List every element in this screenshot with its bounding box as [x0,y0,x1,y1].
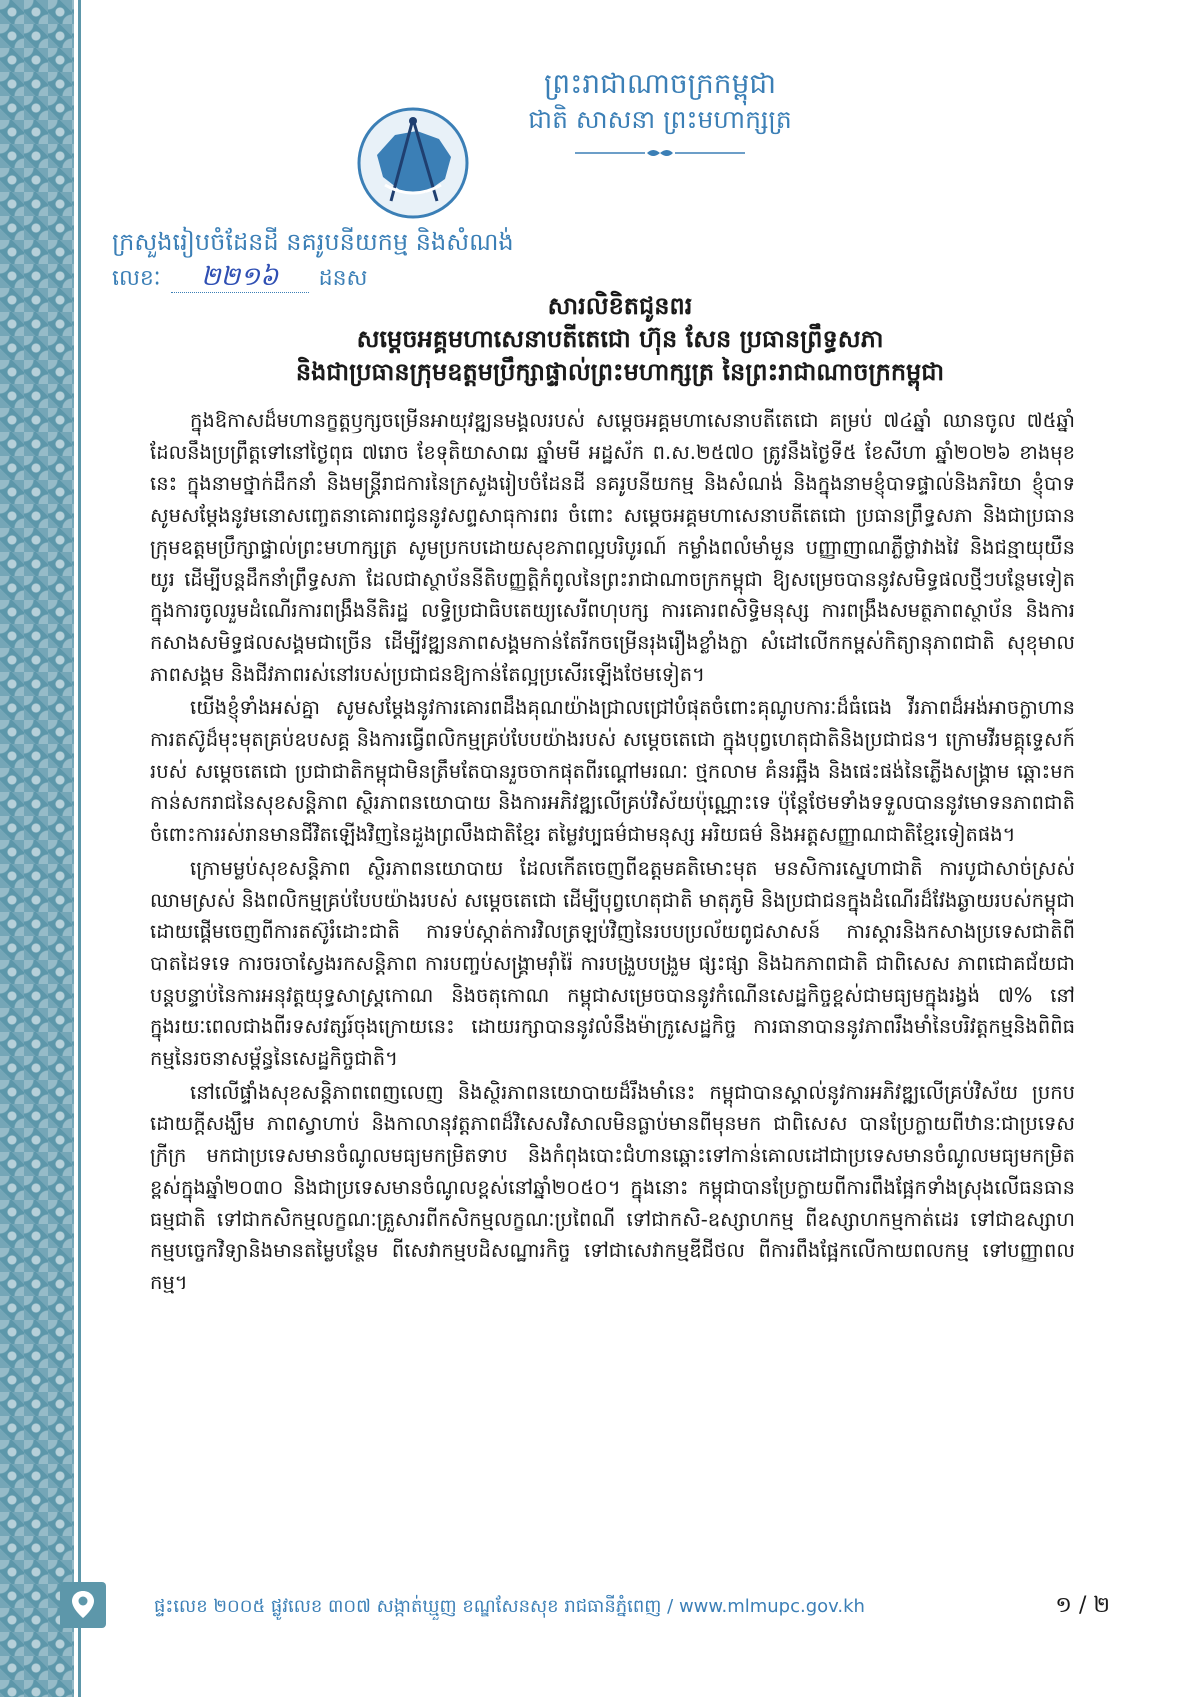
footer-address: ផ្ទះលេខ ២០០៥ ផ្លូវលេខ ៣០៧ សង្កាត់ឃ្មួញ ខណ្ឌសែនសុខ រាជធានីភ្នំពេញ / www.mlmupc.gov.kh [154,1596,865,1617]
kingdom-motto [450,65,870,159]
kingdom-name: ព្រះរាជាណាចក្រកម្ពុជា [543,67,776,100]
ministry-name: ក្រសួងរៀបចំដែនដី នគរូបនីយកម្ម និងសំណង់ [112,228,514,256]
reference-suffix: ដនស [318,266,368,291]
paragraph-2: យើងខ្ញុំទាំងអស់គ្នា សូមសម្តែងនូវការគោរពដឹងគុណយ៉ាងជ្រាលជ្រៅបំផុតចំពោះគុណូបការៈដ៏ធំធេង វីរភាពដ៏អង់អាចក្លាហាន ការតស៊ូដ៏មុះមុតគ្រប់ឧបសគ្គ និងការធ្វើពលិកម្មគ្រប់បែបយ៉ាងរបស់ សម្តេចតេជោ ក្នុងបុព្វហេតុជាតិនិងប្រជាជន។ ក្រោមវីរមគ្គុទ្ទេសក៍របស់ សម្តេចតេជោ ប្រជាជាតិកម្ពុជាមិនត្រឹមតែបានរួចចាកផុតពីរណ្តៅមរណៈ ថ្មកលាម គំនរឆ្អឹង និងផេះផង់នៃភ្លើងសង្គ្រាម ឆ្ពោះមកកាន់សករាជនៃសុខសន្តិភាព ស្ថិរភាពនយោបាយ និងការអភិវឌ្ឍលើគ្រប់វិស័យប៉ុណ្ណោះទេ ប៉ុន្តែថែមទាំងទទួលបាននូវមោទនភាពជាតិចំពោះការរស់រានមានជីវិតឡើងវិញនៃដួងព្រលឹងជាតិខ្មែរ តម្លៃវប្បធម៌ជាមនុស្ស អរិយធម៌ និងអត្តសញ្ញាណជាតិខ្មែរទៀតផង។ [150,696,1075,847]
title-line-2: សម្តេចអគ្គមហាសេនាបតីតេជោ ហ៊ុន សែន ប្រធានព្រឹទ្ធសភា [356,325,884,353]
map-pin-icon [60,1582,106,1628]
paragraph-4: នៅលើផ្ទាំងសុខសន្តិភាពពេញលេញ និងស្ថិរភាពនយោបាយដ៏រឹងមាំនេះ កម្ពុជាបានស្គាល់នូវការអភិវឌ្ឍលើគ្រប់វិស័យ ប្រកបដោយក្តីសង្ឃឹម ភាពស្វាហាប់ និងកាលានុវត្តភាពដ៏វិសេសវិសាលមិនធ្លាប់មានពីមុនមក ជាពិសេស បានប្រែក្លាយពីឋានៈជាប្រទេសក្រីក្រ មកជាប្រទេសមានចំណូលមធ្យមកម្រិតទាប និងកំពុងបោះជំហានឆ្ពោះទៅកាន់គោលដៅជាប្រទេសមានចំណូលមធ្យមកម្រិតខ្ពស់ក្នុងឆ្នាំ២០៣០ និងជាប្រទេសមានចំណូលខ្ពស់នៅឆ្នាំ២០៥០។ ក្នុងនោះ កម្ពុជាបានប្រែក្លាយពីការពឹងផ្អែកទាំងស្រុងលើធនធានធម្មជាតិ ទៅជាកសិកម្មលក្ខណៈគ្រួសារពីកសិកម្មលក្ខណៈប្រពៃណី ទៅជាកសិ-ឧស្សាហកម្ម ពីឧស្សាហកម្មកាត់ដេរ ទៅជាឧស្សាហកម្មបច្ចេកវិទ្យានិងមានតម្លៃបន្ថែម ពីសេវាកម្មបដិសណ្ឋារកិច្ច ទៅជាសេវាកម្មឌីជីថល ពីការពឹងផ្អែកលើកាយពលកម្ម ទៅបញ្ញាពលកម្ម។ [150,1080,1075,1294]
kingdom-slogan: ជាតិ សាសនា ព្រះមហាក្សត្រ [528,105,792,134]
ornament-divider-icon [575,147,745,159]
letterhead [90,60,1150,230]
title-line-1: សារលិខិតជូនពរ [547,292,693,320]
reference-value: ២២១៦ [171,262,309,293]
title-line-3: និងជាប្រធានក្រុមឧត្តមប្រឹក្សាផ្ទាល់ព្រះមហាក្សត្រ នៃព្រះរាជាណាចក្រកម្ពុជា [295,358,945,386]
letter-title [170,290,1070,389]
letter-body [150,405,1075,1301]
border-divider-line [78,0,81,1697]
page-footer [60,1590,1140,1630]
paragraph-3: ក្រោមម្លប់សុខសន្តិភាព ស្ថិរភាពនយោបាយ ដែលកើតចេញពីឧត្តមគតិមោះមុត មនសិការស្នេហាជាតិ ការបូជាសាច់ស្រស់ឈាមស្រស់ និងពលិកម្មគ្រប់បែបយ៉ាងរបស់ សម្តេចតេជោ ដើម្បីបុព្វហេតុជាតិ មាតុភូមិ និងប្រជាជនក្នុងដំណើរដ៏វែងឆ្ងាយរបស់កម្ពុជា ដោយផ្តើមចេញពីការតស៊ូរំដោះជាតិ ការទប់ស្កាត់ការវិលត្រឡប់វិញនៃរបបប្រល័យពូជសាសន៍ ការស្តារនិងកសាងប្រទេសជាតិពីបាតដៃទទេ ការចរចាស្វែងរកសន្តិភាព ការបញ្ចប់សង្គ្រាមរ៉ាំរ៉ៃ ការបង្រួបបង្រួម ផ្សះផ្សា និងឯកភាពជាតិ ជាពិសេស ភាពជោគជ័យជាបន្តបន្ទាប់នៃការអនុវត្តយុទ្ធសាស្ត្រកោណ និងចតុកោណ កម្ពុជាសម្រេចបាននូវកំណើនសេដ្ឋកិច្ចខ្ពស់ជាមធ្យមក្នុងរង្វង់ ៧% នៅក្នុងរយៈពេលជាងពីរទសវត្សរ៍ចុងក្រោយនេះ ដោយរក្សាបាននូវលំនឹងម៉ាក្រូសេដ្ឋកិច្ច ការធានាបាននូវភាពរឹងមាំនៃបរិវត្តកម្មនិងពិពិធកម្មនៃរចនាសម្ព័ន្ធនៃសេដ្ឋកិច្ចជាតិ។ [150,856,1075,1071]
page-number: ១ / ២ [1055,1593,1110,1618]
paragraph-1: ក្នុងឱកាសដ៏មហានក្ខត្តឫក្សចម្រើនអាយុវឌ្ឍនមង្គលរបស់ សម្តេចអគ្គមហាសេនាបតីតេជោ គម្រប់ ៧៤ឆ្នាំ ឈានចូល ៧៥ឆ្នាំ ដែលនឹងប្រព្រឹត្តទៅនៅថ្ងៃពុធ ៧រោច ខែទុតិយាសាឍ ឆ្នាំមមី អដ្ឋស័ក ព.ស.២៥៧០ ត្រូវនឹងថ្ងៃទី៥ ខែសីហា ឆ្នាំ២០២៦ ខាងមុខនេះ ក្នុងនាមថ្នាក់ដឹកនាំ និងមន្ត្រីរាជការនៃក្រសួងរៀបចំដែនដី នគរូបនីយកម្ម និងសំណង់ និងក្នុងនាមខ្ញុំបាទផ្ទាល់និងភរិយា ខ្ញុំបាទសូមសម្តែងនូវមនោសញ្ចេតនាគោរពជូននូវសព្ទសាធុការពរ ចំពោះ សម្តេចអគ្គមហាសេនាបតីតេជោ ប្រធានព្រឹទ្ធសភា និងជាប្រធានក្រុមឧត្តមប្រឹក្សាផ្ទាល់ព្រះមហាក្សត្រ សូមប្រកបដោយសុខភាពល្អបរិបូរណ៍ កម្លាំងពលំមាំមួន បញ្ញាញាណភ្លឺថ្លាវាងវៃ និងជន្មាយុយឺនយូរ ដើម្បីបន្តដឹកនាំព្រឹទ្ធសភា ដែលជាស្ថាប័ននីតិបញ្ញត្តិកំពូលនៃព្រះរាជាណាចក្រកម្ពុជា ឱ្យសម្រេចបាននូវសមិទ្ធផលថ្មីៗបន្ថែមទៀត ក្នុងការចូលរួមដំណើរការពង្រឹងនីតិរដ្ឋ លទ្ធិប្រជាធិបតេយ្យសេរីពហុបក្ស ការគោរពសិទ្ធិមនុស្ស ការពង្រឹងសមត្ថភាពស្ថាប័ន និងការកសាងសមិទ្ធផលសង្គមជាច្រើន ដើម្បីវឌ្ឍនភាពសង្គមកាន់តែរីកចម្រើនរុងរឿងខ្លាំងក្លា សំដៅលើកកម្ពស់កិត្យានុភាពជាតិ សុខុមាលភាពសង្គម និងជីវភាពរស់នៅរបស់ប្រជាជនឱ្យកាន់តែល្អប្រសើរឡើងថែមទៀត។ [150,409,1075,686]
footer-badge [60,1582,106,1628]
reference-label: លេខៈ [112,266,161,291]
decorative-border-pattern [0,0,74,1697]
